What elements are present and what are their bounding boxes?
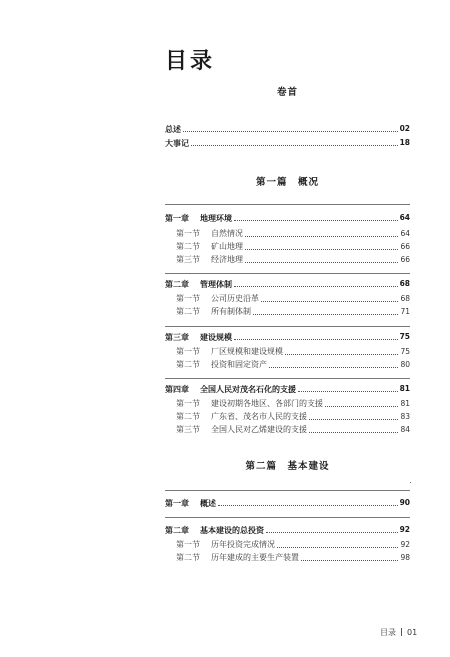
section-number: 第二节 [176, 412, 200, 421]
chapter-page: 64 [399, 213, 410, 222]
scan-speck [410, 482, 411, 483]
toc-section[interactable] [176, 241, 410, 253]
toc-section[interactable] [176, 539, 410, 551]
dot-leader [245, 261, 398, 263]
chapter-number: 第四章 [165, 384, 189, 394]
section-number: 第二节 [176, 553, 200, 562]
dot-leader [253, 313, 398, 315]
section-number: 第一节 [176, 540, 200, 549]
section-title: 所有制体制 [211, 307, 251, 316]
toc-chapter[interactable] [165, 524, 410, 536]
page-title: 目录 [165, 49, 216, 74]
dot-leader [191, 144, 398, 146]
section-page: 64 [400, 229, 410, 238]
toc-section[interactable] [176, 411, 410, 423]
chapter-page: 92 [399, 525, 410, 534]
section-number: 第二节 [176, 242, 200, 251]
chapter-number: 第一章 [165, 498, 189, 508]
section-title: 投资和固定资产 [211, 360, 267, 369]
chapter-page: 81 [399, 384, 410, 393]
section-page: 71 [400, 307, 410, 316]
dot-leader [285, 353, 398, 355]
dot-leader [218, 504, 398, 506]
dot-leader [301, 559, 398, 561]
toc-chapter[interactable] [165, 497, 410, 509]
chapter-number: 第一章 [165, 213, 189, 223]
divider [165, 273, 410, 274]
toc-entry-overview[interactable] [165, 123, 410, 135]
divider [165, 490, 410, 491]
section-page: 75 [400, 347, 410, 356]
dot-leader [309, 431, 398, 433]
section-page: 92 [400, 540, 410, 549]
section-title: 公司历史沿革 [211, 294, 259, 303]
divider [165, 204, 410, 205]
dot-leader [277, 546, 398, 548]
section-title: 全国人民对乙烯建设的支援 [211, 425, 307, 434]
toc-entry-chronicle[interactable] [165, 137, 410, 149]
section-page: 66 [400, 242, 410, 251]
section-page: 68 [400, 294, 410, 303]
chapter-page: 75 [399, 332, 410, 341]
toc-section[interactable] [176, 552, 410, 564]
section-title: 经济地理 [211, 255, 243, 264]
toc-section[interactable] [176, 228, 410, 240]
section-title: 厂区规模和建设规模 [211, 347, 283, 356]
entry-title: 总述 [165, 124, 181, 134]
section-number: 第二节 [176, 307, 200, 316]
chapter-title: 基本建设的总投资 [200, 525, 264, 535]
toc-section[interactable] [176, 359, 410, 371]
toc-chapter[interactable] [165, 278, 410, 290]
toc-chapter[interactable] [165, 212, 410, 224]
entry-page: 18 [399, 138, 410, 147]
toc-section[interactable] [176, 306, 410, 318]
section-number: 第一节 [176, 399, 200, 408]
part-heading-2: 第二篇 基本建设 [245, 461, 330, 472]
chapter-title: 全国人民对茂名石化的支援 [200, 384, 296, 394]
dot-leader [234, 219, 398, 221]
chapter-number: 第二章 [165, 279, 189, 289]
footer-page-number: 01 [407, 628, 418, 637]
chapter-title: 管理体制 [200, 279, 232, 289]
volume-heading: 卷首 [276, 87, 298, 98]
chapter-page: 90 [399, 498, 410, 507]
chapter-number: 第二章 [165, 525, 189, 535]
part-heading-1: 第一篇 概况 [255, 177, 319, 188]
divider [165, 326, 410, 327]
toc-section[interactable] [176, 398, 410, 410]
section-page: 80 [400, 360, 410, 369]
section-title: 建设初期各地区、各部门的支援 [211, 399, 323, 408]
section-title: 矿山地理 [211, 242, 243, 251]
toc-chapter[interactable] [165, 383, 410, 395]
section-number: 第一节 [176, 347, 200, 356]
entry-page: 02 [399, 124, 410, 133]
section-page: 81 [400, 399, 410, 408]
section-title: 历年建成的主要生产装置 [211, 553, 299, 562]
chapter-page: 68 [399, 279, 410, 288]
section-title: 自然情况 [211, 229, 243, 238]
dot-leader [183, 130, 398, 132]
section-number: 第三节 [176, 255, 200, 264]
dot-leader [309, 418, 398, 420]
chapter-title: 地理环境 [200, 213, 232, 223]
section-number: 第一节 [176, 229, 200, 238]
section-number: 第二节 [176, 360, 200, 369]
section-page: 98 [400, 553, 410, 562]
chapter-title: 建设规模 [200, 332, 232, 342]
dot-leader [266, 531, 398, 533]
entry-title: 大事记 [165, 138, 189, 148]
footer-label: 目录 [380, 628, 396, 637]
dot-leader [261, 300, 398, 302]
dot-leader [298, 390, 398, 392]
section-number: 第三节 [176, 425, 200, 434]
section-page: 66 [400, 255, 410, 264]
divider [165, 517, 410, 518]
toc-section[interactable] [176, 254, 410, 266]
page-footer [380, 627, 417, 638]
dot-leader [234, 338, 398, 340]
toc-section[interactable] [176, 293, 410, 305]
divider [165, 378, 410, 379]
dot-leader [234, 285, 398, 287]
section-title: 历年投资完成情况 [211, 540, 275, 549]
dot-leader [245, 235, 398, 237]
chapter-title: 概述 [200, 498, 216, 508]
chapter-number: 第三章 [165, 332, 189, 342]
footer-divider [401, 628, 402, 636]
section-page: 84 [400, 425, 410, 434]
dot-leader [269, 366, 398, 368]
dot-leader [245, 248, 398, 250]
dot-leader [325, 405, 398, 407]
section-page: 83 [400, 412, 410, 421]
toc-chapter[interactable] [165, 331, 410, 343]
section-title: 广东省、茂名市人民的支援 [211, 412, 307, 421]
toc-section[interactable] [176, 424, 410, 436]
section-number: 第一节 [176, 294, 200, 303]
toc-section[interactable] [176, 346, 410, 358]
